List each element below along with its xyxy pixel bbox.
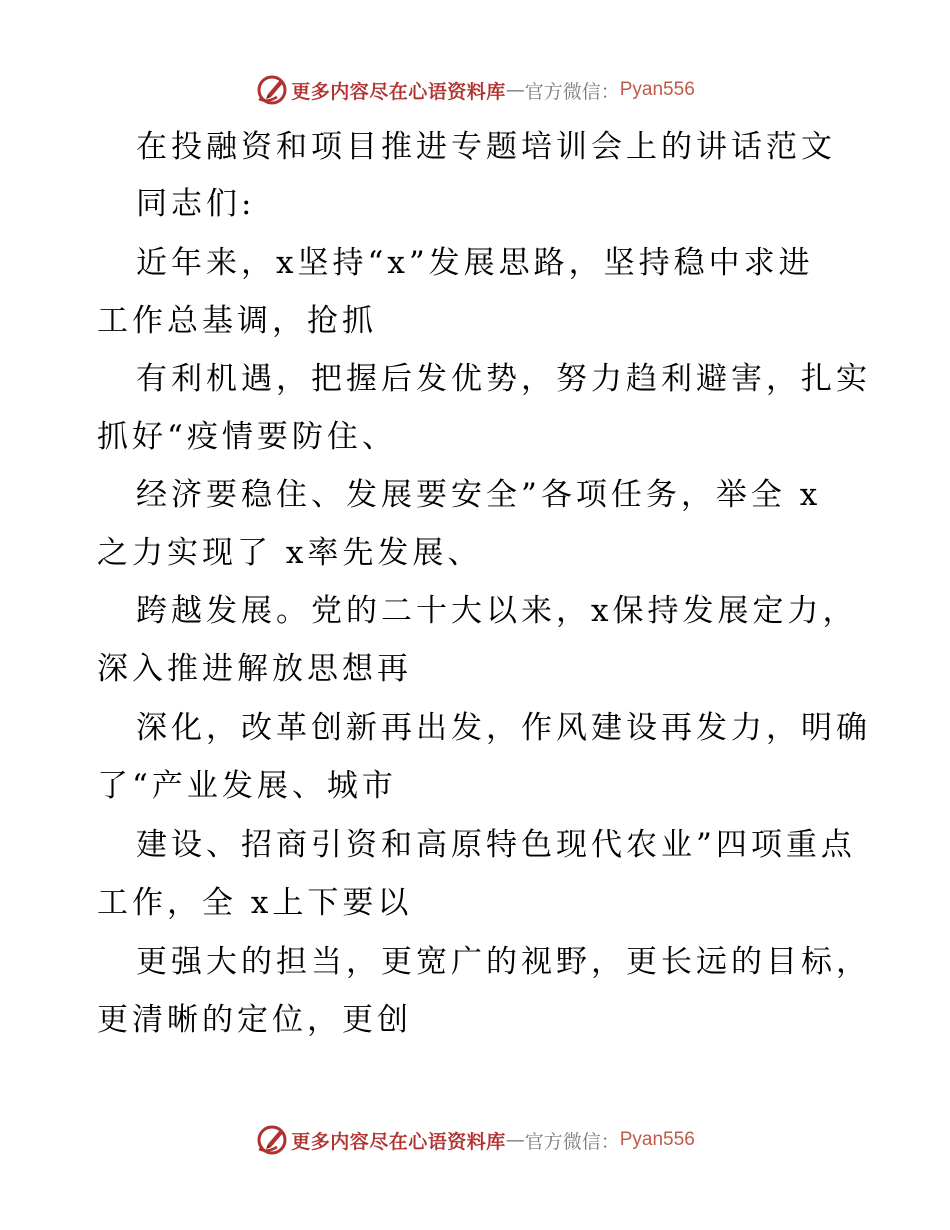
document-title: 在投融资和项目推进专题培训会上的讲话范文 [136, 129, 836, 165]
text-line: 了“产业发展、城市 [97, 768, 397, 804]
text-line: 更清晰的定位，更创 [97, 1002, 412, 1038]
dash: — [505, 79, 525, 101]
dash: — [505, 1129, 525, 1151]
pen-logo-icon [255, 1123, 289, 1157]
text-line: 建设、招商引资和高原特色现代农业”四项重点 [136, 827, 856, 863]
text-line: 工作总基调，抢抓 [97, 303, 377, 339]
footer-watermark [0, 1120, 950, 1160]
text-line: 近年来，x坚持“x”发展思路，坚持稳中求进 [136, 245, 814, 281]
text-line: 深入推进解放思想再 [97, 651, 412, 687]
header-watermark [0, 70, 950, 110]
wechat-label: 官方微信： [524, 80, 620, 103]
site-text: 更多内容尽在心语资料库 [291, 1130, 506, 1153]
text-line: 有利机遇，把握后发优势，努力趋利避害，扎实 [136, 361, 871, 397]
text-line: 深化，改革创新再出发，作风建设再发力，明确 [136, 710, 871, 746]
text-line: 抓好“疫情要防住、 [97, 419, 397, 455]
salutation: 同志们: [136, 186, 256, 222]
wechat-label: 官方微信： [524, 1130, 620, 1153]
text-line: 更强大的担当，更宽广的视野，更长远的目标， [136, 944, 871, 980]
text-line: 经济要稳住、发展要安全”各项任务，举全 x [136, 477, 822, 513]
wechat-id: Pyan556 [619, 1129, 695, 1150]
text-line: 之力实现了 x率先发展、 [97, 535, 483, 571]
site-text: 更多内容尽在心语资料库 [291, 80, 506, 103]
pen-logo-icon [255, 73, 289, 107]
wechat-id: Pyan556 [619, 79, 695, 100]
text-line: 跨越发展。党的二十大以来，x保持发展定力， [136, 593, 858, 629]
text-line: 工作，全 x上下要以 [97, 885, 413, 921]
